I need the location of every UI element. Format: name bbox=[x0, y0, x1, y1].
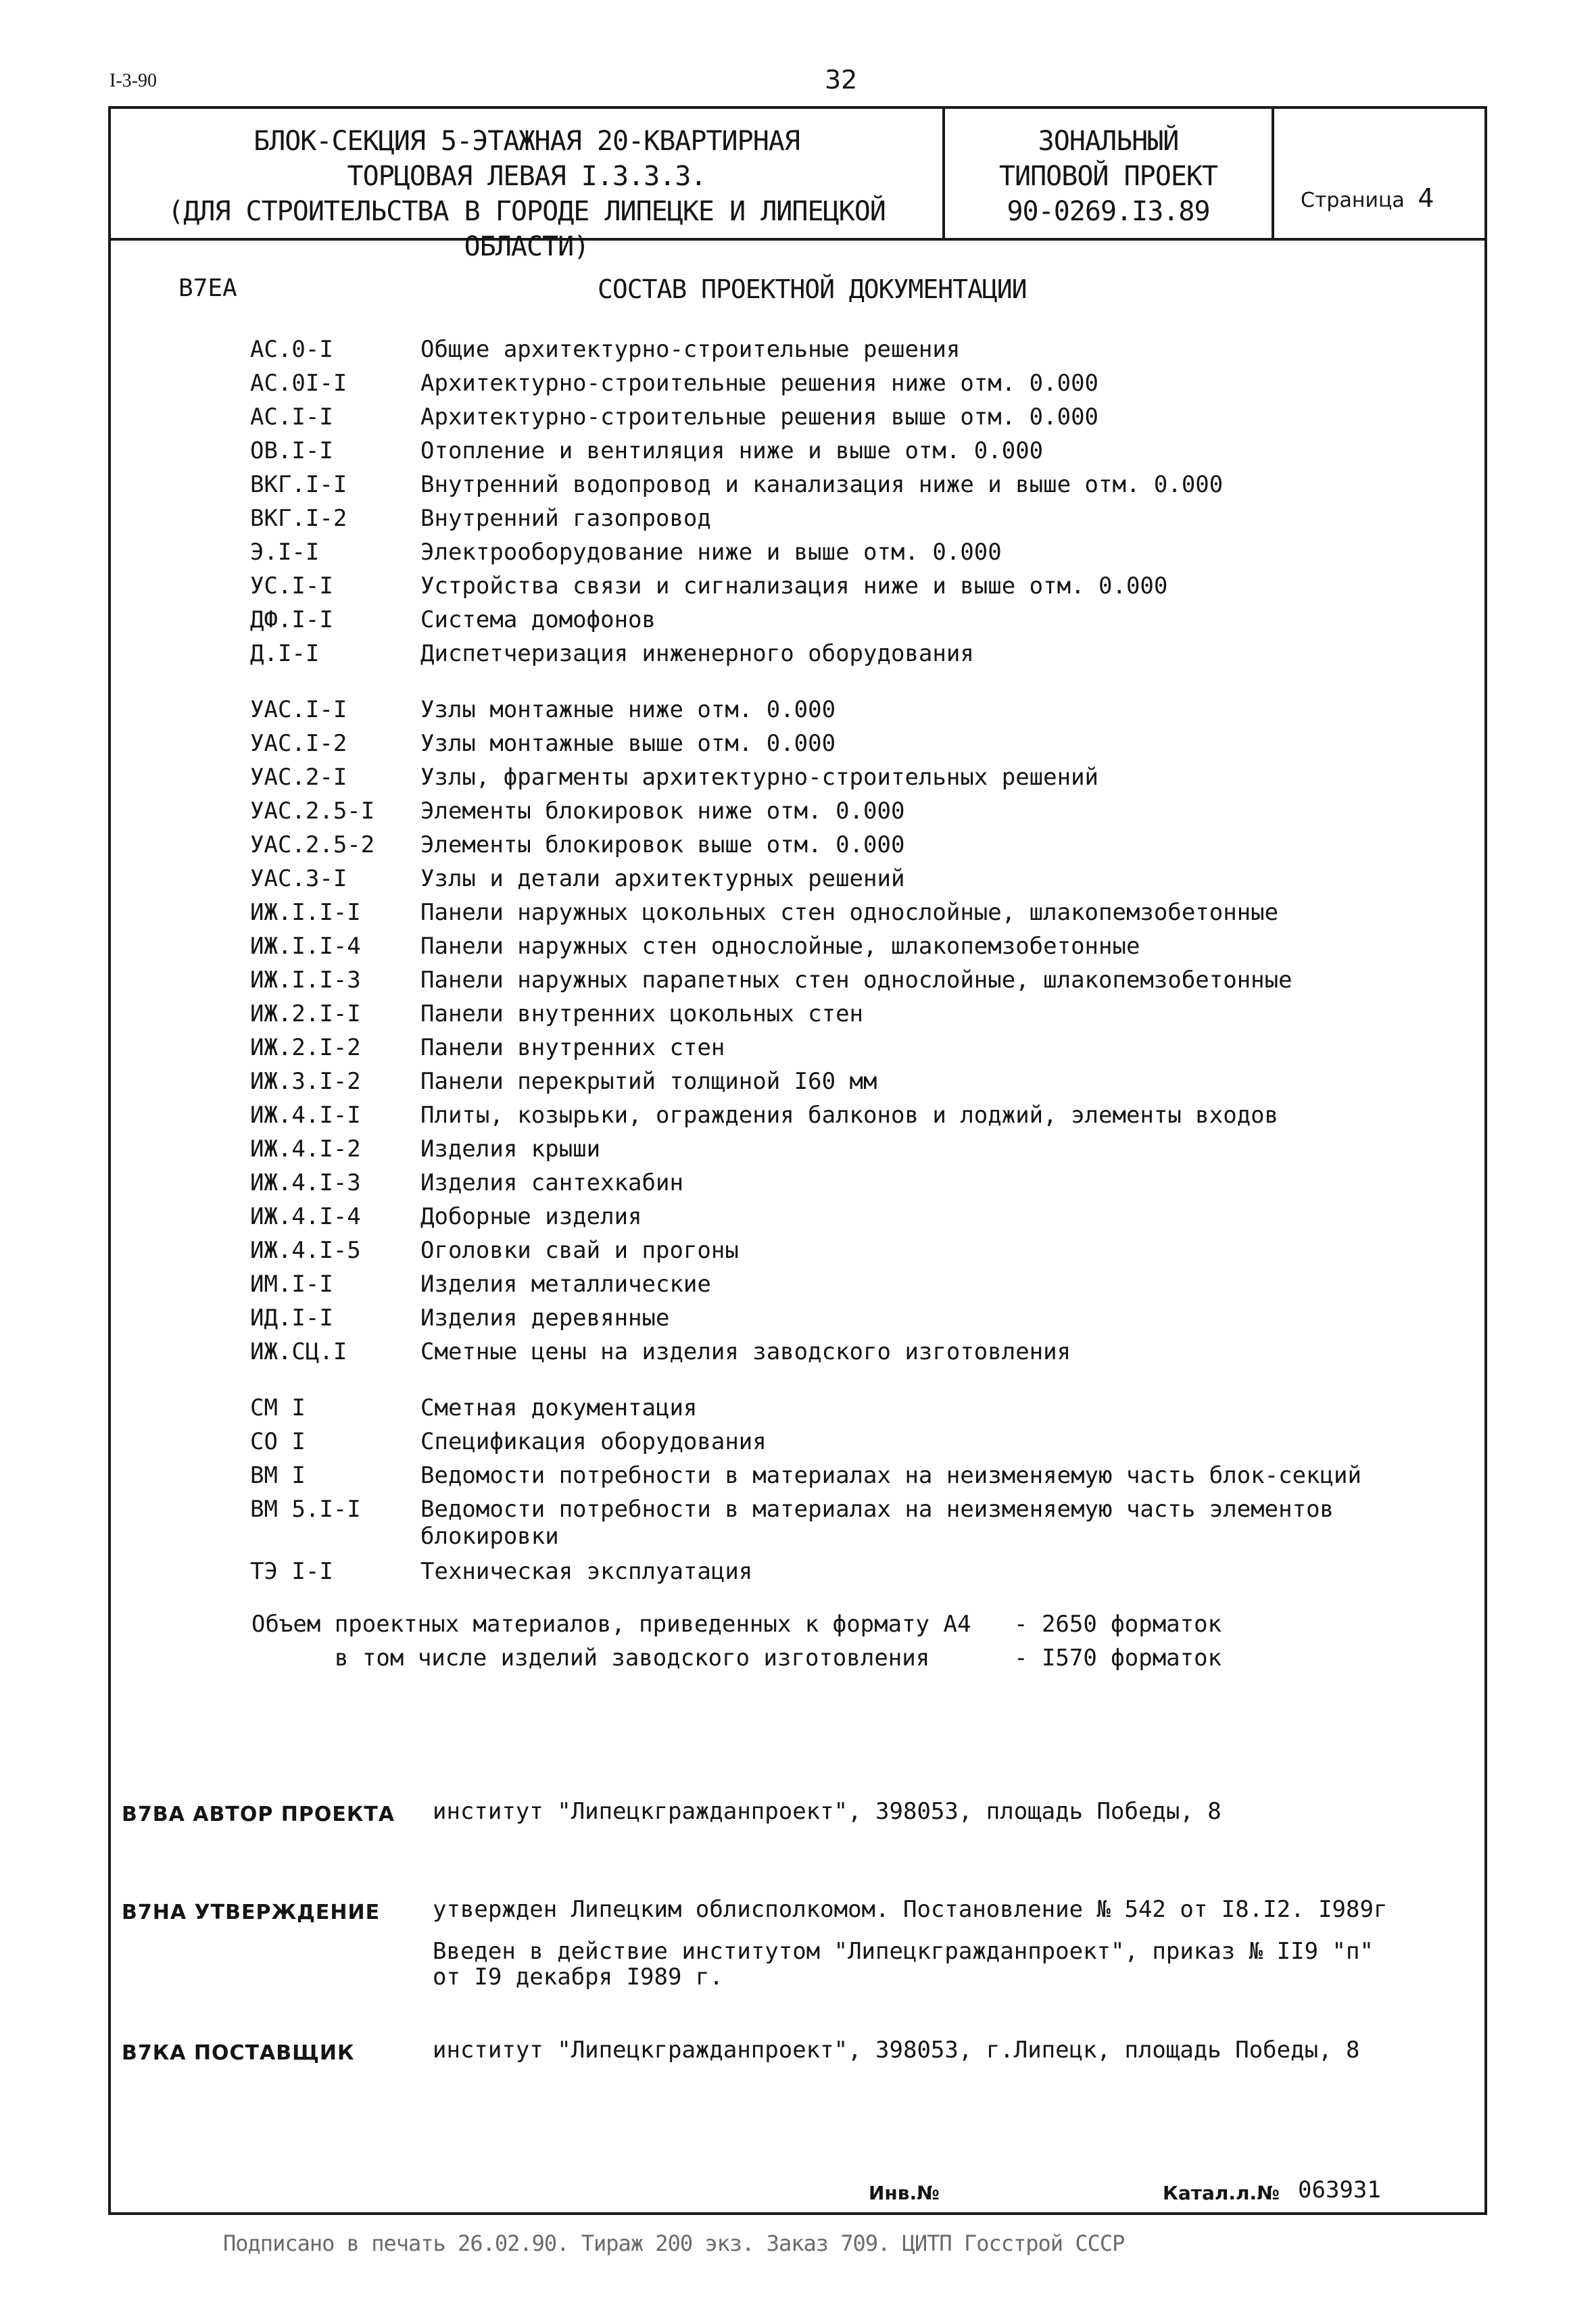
doc-title: Спецификация оборудования bbox=[420, 1428, 767, 1455]
doc-code: АС.0I-I bbox=[250, 370, 347, 397]
doc-code: АС.0-I bbox=[250, 336, 333, 363]
project-title-line: БЛОК-СЕКЦИЯ 5-ЭТАЖНАЯ 20-КВАРТИРНАЯ bbox=[253, 126, 800, 157]
doc-title: Устройства связи и сигнализация ниже и выше отм. 0.000 bbox=[420, 572, 1168, 600]
volume-label-1: Объем проектных материалов, приведенных к формату А4 bbox=[251, 1611, 971, 1638]
document-series: I-3-90 bbox=[110, 70, 157, 91]
doc-code: ИЖ.3.I-2 bbox=[250, 1068, 361, 1095]
list-item bbox=[250, 1335, 1071, 1369]
doc-code: УАС.I-I bbox=[250, 696, 347, 723]
doc-code: Д.I-I bbox=[250, 640, 320, 667]
doc-title: Ведомости потребности в материалах на неизменяемую часть блок-секций bbox=[420, 1462, 1361, 1489]
doc-code: ИЖ.4.I-I bbox=[250, 1102, 361, 1129]
doc-title: Панели внутренних стен bbox=[420, 1034, 725, 1061]
doc-code: ДФ.I-I bbox=[250, 606, 333, 633]
doc-title: Изделия деревянные bbox=[420, 1305, 670, 1332]
list-item bbox=[250, 502, 711, 535]
section-code: В7ЕА bbox=[178, 274, 237, 302]
doc-title: Изделия крыши bbox=[420, 1136, 601, 1163]
page-value: 4 bbox=[1418, 183, 1434, 213]
doc-code: ИМ.I-I bbox=[250, 1271, 333, 1298]
doc-title: Узлы монтажные ниже отм. 0.000 bbox=[420, 696, 836, 723]
doc-title: Сметная документация bbox=[420, 1394, 698, 1421]
doc-code: СМ I bbox=[250, 1394, 306, 1421]
project-title-line: (ДЛЯ СТРОИТЕЛЬСТВА В ГОРОДЕ ЛИПЕЦКЕ И ЛИПЕЦКОЙ ОБЛАСТИ) bbox=[168, 196, 886, 262]
doc-title: Панели внутренних цокольных стен bbox=[420, 1000, 864, 1027]
section-title: СОСТАВ ПРОЕКТНОЙ ДОКУМЕНТАЦИИ bbox=[598, 274, 1027, 304]
doc-title: Электрооборудование ниже и выше отм. 0.000 bbox=[420, 539, 1002, 566]
doc-title: Отопление и вентиляция ниже и выше отм. 0.000 bbox=[420, 437, 1044, 464]
doc-code: Э.I-I bbox=[250, 539, 320, 566]
doc-code: УС.I-I bbox=[250, 572, 333, 600]
doc-code: ИЖ.2.I-I bbox=[250, 1000, 361, 1027]
doc-code: ВКГ.I-2 bbox=[250, 505, 347, 532]
sheet-page-number: 32 bbox=[825, 65, 858, 95]
list-item bbox=[250, 997, 863, 1031]
list-item bbox=[250, 366, 1098, 400]
list-item bbox=[250, 1301, 669, 1335]
doc-code: АС.I-I bbox=[250, 404, 333, 431]
list-item bbox=[250, 535, 1002, 569]
project-type-block bbox=[945, 124, 1272, 229]
list-item bbox=[250, 727, 836, 760]
list-item bbox=[250, 468, 1223, 502]
doc-code: УАС.2.5-I bbox=[250, 798, 375, 825]
list-item bbox=[250, 1459, 1361, 1492]
list-item bbox=[250, 1132, 600, 1166]
catalog-label: Катал.л.№ bbox=[1163, 2182, 1280, 2204]
supplier-text: институт "Липецкгражданпроект", 398053, г.Липецк, площадь Победы, 8 bbox=[433, 2037, 1360, 2064]
page-label: Страница bbox=[1301, 189, 1405, 212]
list-item bbox=[250, 693, 836, 727]
doc-title: Панели наружных цокольных стен однослойные, шлакопемзобетонные bbox=[420, 899, 1279, 926]
doc-title: Архитектурно-строительные решения ниже отм. 0.000 bbox=[420, 370, 1099, 397]
doc-code: ВКГ.I-I bbox=[250, 471, 347, 498]
doc-title: Элементы блокировок ниже отм. 0.000 bbox=[420, 798, 905, 825]
doc-title: Панели наружных стен однослойные, шлакопемзобетонные bbox=[420, 933, 1140, 960]
volume-value-1: - 2650 форматок bbox=[1014, 1611, 1222, 1638]
doc-code: УАС.2.5-2 bbox=[250, 831, 375, 858]
list-item bbox=[250, 1425, 767, 1459]
list-item bbox=[250, 963, 1292, 997]
list-item bbox=[250, 1031, 725, 1065]
doc-code: ИЖ.I.I-I bbox=[250, 899, 361, 926]
catalog-value: 063931 bbox=[1298, 2176, 1381, 2203]
doc-title: Доборные изделия bbox=[420, 1203, 642, 1230]
doc-code: УАС.I-2 bbox=[250, 730, 347, 757]
header-column-divider-2 bbox=[1272, 109, 1274, 238]
list-item bbox=[250, 1166, 683, 1200]
volume-label-2: в том числе изделий заводского изготовления bbox=[335, 1644, 930, 1672]
doc-code: ОВ.I-I bbox=[250, 437, 333, 464]
project-title-line: ТОРЦОВАЯ ЛЕВАЯ I.3.3.3. bbox=[347, 161, 706, 192]
approval-text-1: утвержден Липецким облисполкомом. Постановление № 542 от I8.I2. I989г bbox=[433, 1896, 1388, 1923]
doc-code: ВМ I bbox=[250, 1462, 306, 1489]
list-item bbox=[250, 1065, 877, 1098]
list-item bbox=[250, 929, 1140, 963]
list-item bbox=[250, 794, 904, 828]
list-item bbox=[250, 760, 1098, 794]
printer-imprint: Подписано в печать 26.02.90. Тираж 200 экз. Заказ 709. ЦИТП Госстрой СССР bbox=[223, 2231, 1125, 2256]
project-type-line: ТИПОВОЙ ПРОЕКТ bbox=[998, 161, 1218, 192]
doc-code: СО I bbox=[250, 1428, 306, 1455]
doc-title: Панели наружных парапетных стен однослойные, шлакопемзобетонные bbox=[420, 967, 1292, 994]
list-item bbox=[250, 828, 904, 862]
list-item bbox=[250, 862, 904, 896]
list-item bbox=[250, 637, 974, 671]
project-type-line: ЗОНАЛЬНЫЙ bbox=[1038, 126, 1179, 157]
doc-code: ВМ 5.I-I bbox=[250, 1496, 361, 1523]
doc-title: Внутренний газопровод bbox=[420, 505, 711, 532]
doc-code: УАС.2-I bbox=[250, 764, 347, 791]
volume-value-2: - I570 форматок bbox=[1014, 1644, 1222, 1672]
doc-title: Плиты, козырьки, ограждения балконов и лоджий, элементы входов bbox=[420, 1102, 1279, 1129]
doc-code: ИЖ.4.I-4 bbox=[250, 1203, 361, 1230]
project-code: 90-0269.I3.89 bbox=[1007, 196, 1210, 227]
doc-title: Узлы, фрагменты архитектурно-строительных решений bbox=[420, 764, 1099, 791]
doc-title: Узлы и детали архитектурных решений bbox=[420, 865, 905, 892]
list-item bbox=[250, 333, 960, 366]
list-item bbox=[250, 1492, 1407, 1560]
inventory-label: Инв.№ bbox=[869, 2182, 940, 2204]
doc-title: Изделия металлические bbox=[420, 1271, 711, 1298]
list-item bbox=[250, 1234, 739, 1267]
doc-title: Общие архитектурно-строительные решения bbox=[420, 336, 961, 363]
author-label: В7ВА АВТОР ПРОЕКТА bbox=[122, 1803, 395, 1826]
doc-title: Изделия сантехкабин bbox=[420, 1169, 683, 1196]
doc-title: Панели перекрытий толщиной I60 мм bbox=[420, 1068, 877, 1095]
page-indicator bbox=[1301, 183, 1434, 213]
doc-code: ИЖ.I.I-4 bbox=[250, 933, 361, 960]
list-item bbox=[250, 434, 1043, 468]
doc-title: Диспетчеризация инженерного оборудования bbox=[420, 640, 974, 667]
volume-line-1 bbox=[251, 1611, 971, 1638]
approval-label: В7НА УТВЕРЖДЕНИЕ bbox=[122, 1901, 381, 1924]
doc-code: УАС.3-I bbox=[250, 865, 347, 892]
list-item bbox=[250, 603, 656, 637]
list-item bbox=[250, 1267, 711, 1301]
doc-title: Элементы блокировок выше отм. 0.000 bbox=[420, 831, 905, 858]
doc-title: Архитектурно-строительные решения выше отм. 0.000 bbox=[420, 404, 1099, 431]
list-item bbox=[250, 400, 1098, 434]
doc-title: Оголовки свай и прогоны bbox=[420, 1237, 739, 1264]
doc-title: Техническая эксплуатация bbox=[420, 1558, 753, 1585]
author-text: институт "Липецкгражданпроект", 398053, площадь Победы, 8 bbox=[433, 1798, 1222, 1825]
list-item bbox=[250, 1200, 642, 1234]
list-item bbox=[250, 1555, 752, 1588]
doc-title: Узлы монтажные выше отм. 0.000 bbox=[420, 730, 836, 757]
approval-text-2: Введен в действие институтом "Липецкгражданпроект", приказ № II9 "п" bbox=[433, 1938, 1374, 1965]
doc-code: ИЖ.I.I-3 bbox=[250, 967, 361, 994]
list-item bbox=[250, 1391, 697, 1425]
doc-code: ИЖ.2.I-2 bbox=[250, 1034, 361, 1061]
doc-title: Сметные цены на изделия заводского изготовления bbox=[420, 1338, 1071, 1365]
list-item bbox=[250, 1098, 1278, 1132]
doc-code: ИЖ.4.I-2 bbox=[250, 1136, 361, 1163]
project-title-block bbox=[111, 124, 942, 264]
doc-title: Внутренний водопровод и канализация ниже и выше отм. 0.000 bbox=[420, 471, 1224, 498]
list-item bbox=[250, 896, 1278, 929]
list-item bbox=[250, 569, 1167, 603]
doc-title: Ведомости потребности в материалах на неизменяемую часть элементов блокировки bbox=[420, 1496, 1334, 1550]
approval-text-3: от I9 декабря I989 г. bbox=[433, 1964, 723, 1991]
doc-title: Система домофонов bbox=[420, 606, 656, 633]
doc-code: ТЭ I-I bbox=[250, 1558, 333, 1585]
doc-code: ИД.I-I bbox=[250, 1305, 333, 1332]
supplier-label: В7КА ПОСТАВЩИК bbox=[122, 2041, 355, 2065]
doc-code: ИЖ.СЦ.I bbox=[250, 1338, 347, 1365]
doc-code: ИЖ.4.I-5 bbox=[250, 1237, 361, 1264]
doc-code: ИЖ.4.I-3 bbox=[250, 1169, 361, 1196]
